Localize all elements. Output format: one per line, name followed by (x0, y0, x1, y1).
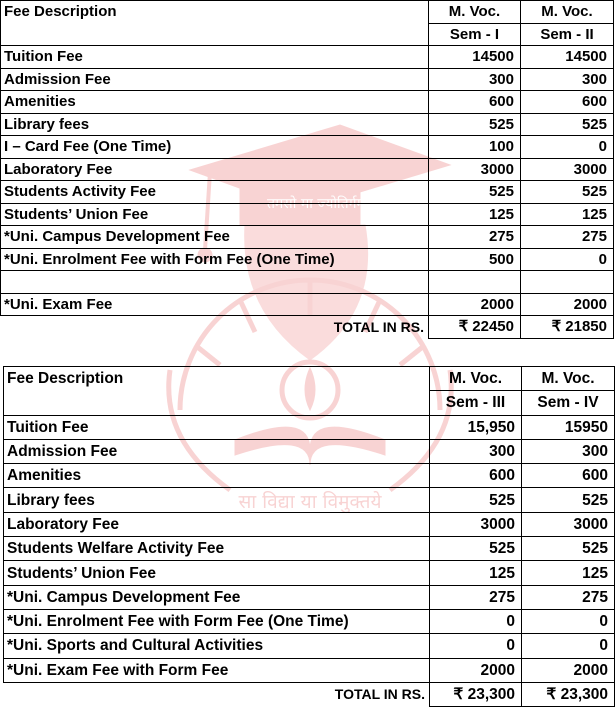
header-col2-program: M. Voc. (522, 367, 615, 391)
fee-amount: 3000 (522, 512, 615, 536)
fee-name: *Uni. Campus Development Fee (1, 226, 429, 249)
fee-name: Tuition Fee (4, 415, 430, 439)
fee-table-sem-3-4 (3, 366, 615, 707)
fee-amount: 600 (429, 91, 521, 114)
fee-name: Amenities (4, 464, 430, 488)
fee-amount: 125 (521, 203, 614, 226)
header-col1-program: M. Voc. (429, 1, 521, 24)
fee-amount: 525 (429, 113, 521, 136)
fee-amount: 15950 (522, 415, 615, 439)
fee-amount: 500 (429, 248, 521, 271)
fee-name (1, 271, 429, 294)
table-row (4, 585, 615, 609)
fee-amount: 300 (429, 68, 521, 91)
fee-name: Laboratory Fee (1, 158, 429, 181)
total-row (4, 682, 615, 706)
fee-amount: 0 (522, 634, 615, 658)
fee-name: Amenities (1, 91, 429, 114)
header-col2-semester: Sem - IV (522, 391, 615, 415)
fee-amount: 525 (522, 537, 615, 561)
table-row (1, 226, 614, 249)
total-label: TOTAL IN RS. (1, 316, 429, 339)
fee-amount: 0 (430, 609, 522, 633)
fee-amount: 3000 (430, 512, 522, 536)
table-row (4, 609, 615, 633)
table-header-row (1, 1, 614, 24)
fee-amount: 14500 (429, 46, 521, 69)
fee-name: *Uni. Campus Development Fee (4, 585, 430, 609)
header-col2-program: M. Voc. (521, 1, 614, 24)
fee-amount: 125 (522, 561, 615, 585)
fee-name: Tuition Fee (1, 46, 429, 69)
motto-bottom: सा विद्या या विमुक्तये (238, 491, 382, 513)
header-col1-program: M. Voc. (430, 367, 522, 391)
fee-amount: 3000 (429, 158, 521, 181)
table-row (4, 512, 615, 536)
fee-name: Students Activity Fee (1, 181, 429, 204)
table-row (1, 293, 614, 316)
table-row (4, 561, 615, 585)
total-amount-sem-4: ₹ 23,300 (522, 682, 615, 706)
table-row (4, 658, 615, 682)
fee-amount: 100 (429, 136, 521, 159)
fee-amount: 0 (430, 634, 522, 658)
fee-name: *Uni. Exam Fee (1, 293, 429, 316)
fee-name: Library fees (1, 113, 429, 136)
fee-amount: 0 (522, 609, 615, 633)
fee-amount: 2000 (521, 293, 614, 316)
fee-amount: 275 (522, 585, 615, 609)
fee-name: Laboratory Fee (4, 512, 430, 536)
fee-amount: 525 (521, 113, 614, 136)
table-row (1, 203, 614, 226)
fee-amount: 300 (522, 439, 615, 463)
fee-amount: 600 (521, 91, 614, 114)
table-row (1, 91, 614, 114)
table-row (1, 248, 614, 271)
table-row (4, 439, 615, 463)
total-amount-sem-3: ₹ 23,300 (430, 682, 522, 706)
fee-amount: 600 (522, 464, 615, 488)
fee-amount: 275 (430, 585, 522, 609)
table-row (1, 68, 614, 91)
table-row (4, 415, 615, 439)
table-row (4, 634, 615, 658)
fee-amount: 125 (429, 203, 521, 226)
fee-amount: 2000 (429, 293, 521, 316)
fee-name: Students Welfare Activity Fee (4, 537, 430, 561)
total-row (1, 316, 614, 339)
header-fee-description: Fee Description (1, 1, 429, 46)
fee-amount: 300 (521, 68, 614, 91)
fee-amount: 14500 (521, 46, 614, 69)
header-col1-semester: Sem - I (429, 23, 521, 46)
fee-amount (429, 271, 521, 294)
table-row (4, 537, 615, 561)
fee-amount: 2000 (430, 658, 522, 682)
total-label: TOTAL IN RS. (4, 682, 430, 706)
fee-name: Students’ Union Fee (4, 561, 430, 585)
table-row (4, 488, 615, 512)
total-amount-sem-1: ₹ 22450 (429, 316, 521, 339)
fee-amount: 525 (429, 181, 521, 204)
total-amount-sem-2: ₹ 21850 (521, 316, 614, 339)
fee-name: *Uni. Enrolment Fee with Form Fee (One Time) (4, 609, 430, 633)
fee-amount: 15,950 (430, 415, 522, 439)
fee-name: I – Card Fee (One Time) (1, 136, 429, 159)
table-row (1, 158, 614, 181)
fee-name: Library fees (4, 488, 430, 512)
fee-amount: 275 (429, 226, 521, 249)
fee-amount: 3000 (521, 158, 614, 181)
fee-amount: 0 (521, 248, 614, 271)
table-row (1, 113, 614, 136)
table-row (4, 464, 615, 488)
fee-name: Admission Fee (1, 68, 429, 91)
fee-amount: 300 (430, 439, 522, 463)
table-header-row (4, 367, 615, 391)
table-row (1, 46, 614, 69)
fee-amount: 525 (430, 537, 522, 561)
fee-amount: 2000 (522, 658, 615, 682)
fee-amount (521, 271, 614, 294)
fee-amount: 600 (430, 464, 522, 488)
table-row (1, 136, 614, 159)
header-col1-semester: Sem - III (430, 391, 522, 415)
fee-name: Admission Fee (4, 439, 430, 463)
fee-amount: 125 (430, 561, 522, 585)
fee-amount: 525 (522, 488, 615, 512)
fee-amount: 525 (521, 181, 614, 204)
header-col2-semester: Sem - II (521, 23, 614, 46)
table-row (1, 181, 614, 204)
fee-name: Students’ Union Fee (1, 203, 429, 226)
fee-amount: 0 (521, 136, 614, 159)
header-fee-description: Fee Description (4, 367, 430, 416)
motto-top: तमसो मा ज्योतिर्गमय (266, 196, 374, 212)
fee-name: *Uni. Enrolment Fee with Form Fee (One Time) (1, 248, 429, 271)
fee-name: *Uni. Sports and Cultural Activities (4, 634, 430, 658)
table-row-empty (1, 271, 614, 294)
fee-name: *Uni. Exam Fee with Form Fee (4, 658, 430, 682)
fee-amount: 525 (430, 488, 522, 512)
fee-table-sem-1-2 (0, 0, 614, 339)
fee-amount: 275 (521, 226, 614, 249)
